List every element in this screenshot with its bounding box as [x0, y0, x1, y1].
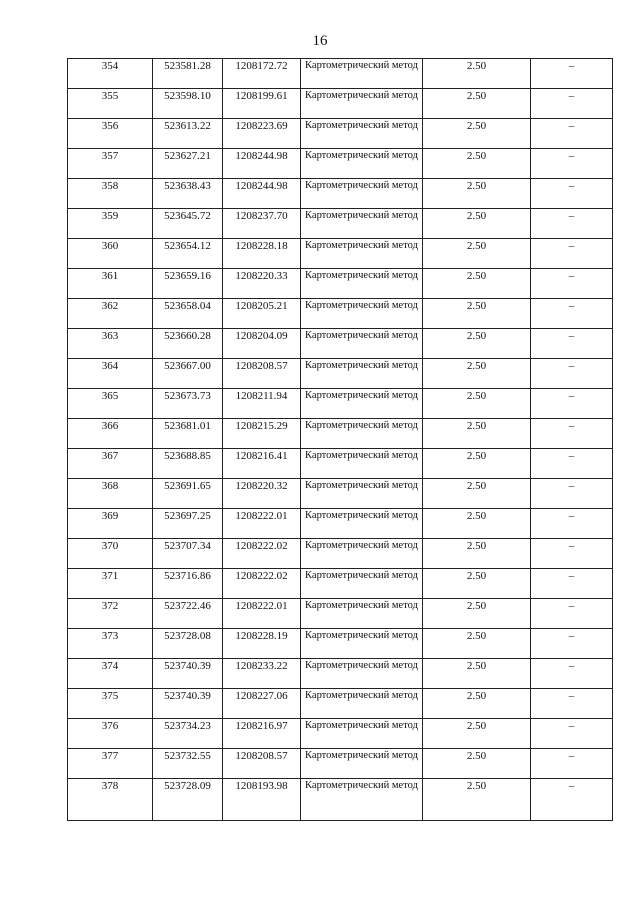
x-coordinate-cell: 523658.04 — [153, 299, 223, 329]
method-cell: Картометрический метод — [301, 239, 423, 269]
x-coordinate-cell: 523716.86 — [153, 569, 223, 599]
point-number-cell: 367 — [68, 449, 153, 479]
table-body — [68, 59, 613, 821]
point-number-cell: 374 — [68, 659, 153, 689]
accuracy-cell: 2.50 — [423, 719, 531, 749]
accuracy-cell: 2.50 — [423, 449, 531, 479]
y-coordinate-cell: 1208216.41 — [223, 449, 301, 479]
method-cell: Картометрический метод — [301, 599, 423, 629]
y-coordinate-cell: 1208193.98 — [223, 779, 301, 821]
y-coordinate-cell: 1208228.19 — [223, 629, 301, 659]
table-row — [68, 389, 613, 419]
accuracy-cell: 2.50 — [423, 749, 531, 779]
note-cell: – — [531, 179, 613, 209]
x-coordinate-cell: 523728.09 — [153, 779, 223, 821]
x-coordinate-cell: 523707.34 — [153, 539, 223, 569]
x-coordinate-cell: 523667.00 — [153, 359, 223, 389]
note-cell: – — [531, 299, 613, 329]
accuracy-cell: 2.50 — [423, 269, 531, 299]
method-cell: Картометрический метод — [301, 179, 423, 209]
x-coordinate-cell: 523673.73 — [153, 389, 223, 419]
note-cell: – — [531, 389, 613, 419]
note-cell: – — [531, 149, 613, 179]
page-number: 16 — [312, 33, 328, 49]
method-cell: Картометрический метод — [301, 119, 423, 149]
accuracy-cell: 2.50 — [423, 59, 531, 89]
table-row — [68, 629, 613, 659]
point-number-cell: 366 — [68, 419, 153, 449]
x-coordinate-cell: 523740.39 — [153, 689, 223, 719]
table-row — [68, 689, 613, 719]
table-row — [68, 569, 613, 599]
y-coordinate-cell: 1208216.97 — [223, 719, 301, 749]
y-coordinate-cell: 1208227.06 — [223, 689, 301, 719]
table-row — [68, 149, 613, 179]
note-cell: – — [531, 629, 613, 659]
x-coordinate-cell: 523740.39 — [153, 659, 223, 689]
method-cell: Картометрический метод — [301, 359, 423, 389]
note-cell: – — [531, 59, 613, 89]
table-row — [68, 299, 613, 329]
note-cell: – — [531, 479, 613, 509]
table-row — [68, 89, 613, 119]
table-row — [68, 119, 613, 149]
method-cell: Картометрический метод — [301, 629, 423, 659]
point-number-cell: 373 — [68, 629, 153, 659]
y-coordinate-cell: 1208233.22 — [223, 659, 301, 689]
point-number-cell: 378 — [68, 779, 153, 821]
note-cell: – — [531, 569, 613, 599]
point-number-cell: 376 — [68, 719, 153, 749]
note-cell: – — [531, 779, 613, 821]
table-row — [68, 749, 613, 779]
note-cell: – — [531, 89, 613, 119]
y-coordinate-cell: 1208222.02 — [223, 539, 301, 569]
point-number-cell: 370 — [68, 539, 153, 569]
method-cell: Картометрический метод — [301, 269, 423, 299]
point-number-cell: 355 — [68, 89, 153, 119]
note-cell: – — [531, 749, 613, 779]
accuracy-cell: 2.50 — [423, 479, 531, 509]
note-cell: – — [531, 509, 613, 539]
x-coordinate-cell: 523638.43 — [153, 179, 223, 209]
accuracy-cell: 2.50 — [423, 119, 531, 149]
y-coordinate-cell: 1208215.29 — [223, 419, 301, 449]
point-number-cell: 358 — [68, 179, 153, 209]
method-cell: Картометрический метод — [301, 299, 423, 329]
method-cell: Картометрический метод — [301, 419, 423, 449]
accuracy-cell: 2.50 — [423, 569, 531, 599]
note-cell: – — [531, 269, 613, 299]
y-coordinate-cell: 1208237.70 — [223, 209, 301, 239]
table-row — [68, 269, 613, 299]
table-row — [68, 449, 613, 479]
x-coordinate-cell: 523688.85 — [153, 449, 223, 479]
accuracy-cell: 2.50 — [423, 89, 531, 119]
point-number-cell: 354 — [68, 59, 153, 89]
point-number-cell: 357 — [68, 149, 153, 179]
y-coordinate-cell: 1208204.09 — [223, 329, 301, 359]
method-cell: Картометрический метод — [301, 209, 423, 239]
y-coordinate-cell: 1208208.57 — [223, 749, 301, 779]
accuracy-cell: 2.50 — [423, 329, 531, 359]
method-cell: Картометрический метод — [301, 329, 423, 359]
method-cell: Картометрический метод — [301, 569, 423, 599]
point-number-cell: 365 — [68, 389, 153, 419]
note-cell: – — [531, 119, 613, 149]
point-number-cell: 362 — [68, 299, 153, 329]
x-coordinate-cell: 523660.28 — [153, 329, 223, 359]
x-coordinate-cell: 523613.22 — [153, 119, 223, 149]
table-row — [68, 359, 613, 389]
point-number-cell: 364 — [68, 359, 153, 389]
note-cell: – — [531, 449, 613, 479]
table-row — [68, 59, 613, 89]
accuracy-cell: 2.50 — [423, 389, 531, 419]
accuracy-cell: 2.50 — [423, 689, 531, 719]
y-coordinate-cell: 1208222.02 — [223, 569, 301, 599]
x-coordinate-cell: 523598.10 — [153, 89, 223, 119]
accuracy-cell: 2.50 — [423, 359, 531, 389]
y-coordinate-cell: 1208244.98 — [223, 149, 301, 179]
method-cell: Картометрический метод — [301, 539, 423, 569]
method-cell: Картометрический метод — [301, 449, 423, 479]
accuracy-cell: 2.50 — [423, 299, 531, 329]
y-coordinate-cell: 1208220.33 — [223, 269, 301, 299]
point-number-cell: 369 — [68, 509, 153, 539]
table-row — [68, 509, 613, 539]
accuracy-cell: 2.50 — [423, 509, 531, 539]
note-cell: – — [531, 689, 613, 719]
point-number-cell: 361 — [68, 269, 153, 299]
x-coordinate-cell: 523697.25 — [153, 509, 223, 539]
method-cell: Картометрический метод — [301, 149, 423, 179]
accuracy-cell: 2.50 — [423, 539, 531, 569]
y-coordinate-cell: 1208228.18 — [223, 239, 301, 269]
method-cell: Картометрический метод — [301, 479, 423, 509]
point-number-cell: 368 — [68, 479, 153, 509]
table-row — [68, 419, 613, 449]
method-cell: Картометрический метод — [301, 659, 423, 689]
table-row — [68, 239, 613, 269]
point-number-cell: 359 — [68, 209, 153, 239]
x-coordinate-cell: 523581.28 — [153, 59, 223, 89]
x-coordinate-cell: 523728.08 — [153, 629, 223, 659]
method-cell: Картометрический метод — [301, 389, 423, 419]
coordinates-table — [67, 58, 613, 821]
accuracy-cell: 2.50 — [423, 179, 531, 209]
y-coordinate-cell: 1208222.01 — [223, 509, 301, 539]
y-coordinate-cell: 1208223.69 — [223, 119, 301, 149]
note-cell: – — [531, 719, 613, 749]
method-cell: Картометрический метод — [301, 89, 423, 119]
note-cell: – — [531, 599, 613, 629]
table-row — [68, 779, 613, 821]
x-coordinate-cell: 523691.65 — [153, 479, 223, 509]
method-cell: Картометрический метод — [301, 689, 423, 719]
y-coordinate-cell: 1208220.32 — [223, 479, 301, 509]
accuracy-cell: 2.50 — [423, 209, 531, 239]
method-cell: Картометрический метод — [301, 749, 423, 779]
table-row — [68, 659, 613, 689]
accuracy-cell: 2.50 — [423, 239, 531, 269]
y-coordinate-cell: 1208244.98 — [223, 179, 301, 209]
note-cell: – — [531, 419, 613, 449]
point-number-cell: 377 — [68, 749, 153, 779]
table-row — [68, 599, 613, 629]
y-coordinate-cell: 1208211.94 — [223, 389, 301, 419]
y-coordinate-cell: 1208205.21 — [223, 299, 301, 329]
x-coordinate-cell: 523645.72 — [153, 209, 223, 239]
table-row — [68, 179, 613, 209]
x-coordinate-cell: 523627.21 — [153, 149, 223, 179]
method-cell: Картометрический метод — [301, 59, 423, 89]
table-row — [68, 719, 613, 749]
method-cell: Картометрический метод — [301, 509, 423, 539]
y-coordinate-cell: 1208172.72 — [223, 59, 301, 89]
accuracy-cell: 2.50 — [423, 779, 531, 821]
note-cell: – — [531, 659, 613, 689]
x-coordinate-cell: 523659.16 — [153, 269, 223, 299]
table-row — [68, 209, 613, 239]
y-coordinate-cell: 1208199.61 — [223, 89, 301, 119]
note-cell: – — [531, 239, 613, 269]
method-cell: Картометрический метод — [301, 719, 423, 749]
x-coordinate-cell: 523734.23 — [153, 719, 223, 749]
x-coordinate-cell: 523681.01 — [153, 419, 223, 449]
x-coordinate-cell: 523732.55 — [153, 749, 223, 779]
y-coordinate-cell: 1208208.57 — [223, 359, 301, 389]
note-cell: – — [531, 329, 613, 359]
note-cell: – — [531, 359, 613, 389]
accuracy-cell: 2.50 — [423, 659, 531, 689]
point-number-cell: 372 — [68, 599, 153, 629]
accuracy-cell: 2.50 — [423, 599, 531, 629]
accuracy-cell: 2.50 — [423, 629, 531, 659]
point-number-cell: 371 — [68, 569, 153, 599]
accuracy-cell: 2.50 — [423, 149, 531, 179]
point-number-cell: 360 — [68, 239, 153, 269]
point-number-cell: 356 — [68, 119, 153, 149]
note-cell: – — [531, 539, 613, 569]
x-coordinate-cell: 523654.12 — [153, 239, 223, 269]
table-row — [68, 539, 613, 569]
table-row — [68, 479, 613, 509]
point-number-cell: 375 — [68, 689, 153, 719]
method-cell: Картометрический метод — [301, 779, 423, 821]
point-number-cell: 363 — [68, 329, 153, 359]
table-row — [68, 329, 613, 359]
y-coordinate-cell: 1208222.01 — [223, 599, 301, 629]
note-cell: – — [531, 209, 613, 239]
x-coordinate-cell: 523722.46 — [153, 599, 223, 629]
accuracy-cell: 2.50 — [423, 419, 531, 449]
